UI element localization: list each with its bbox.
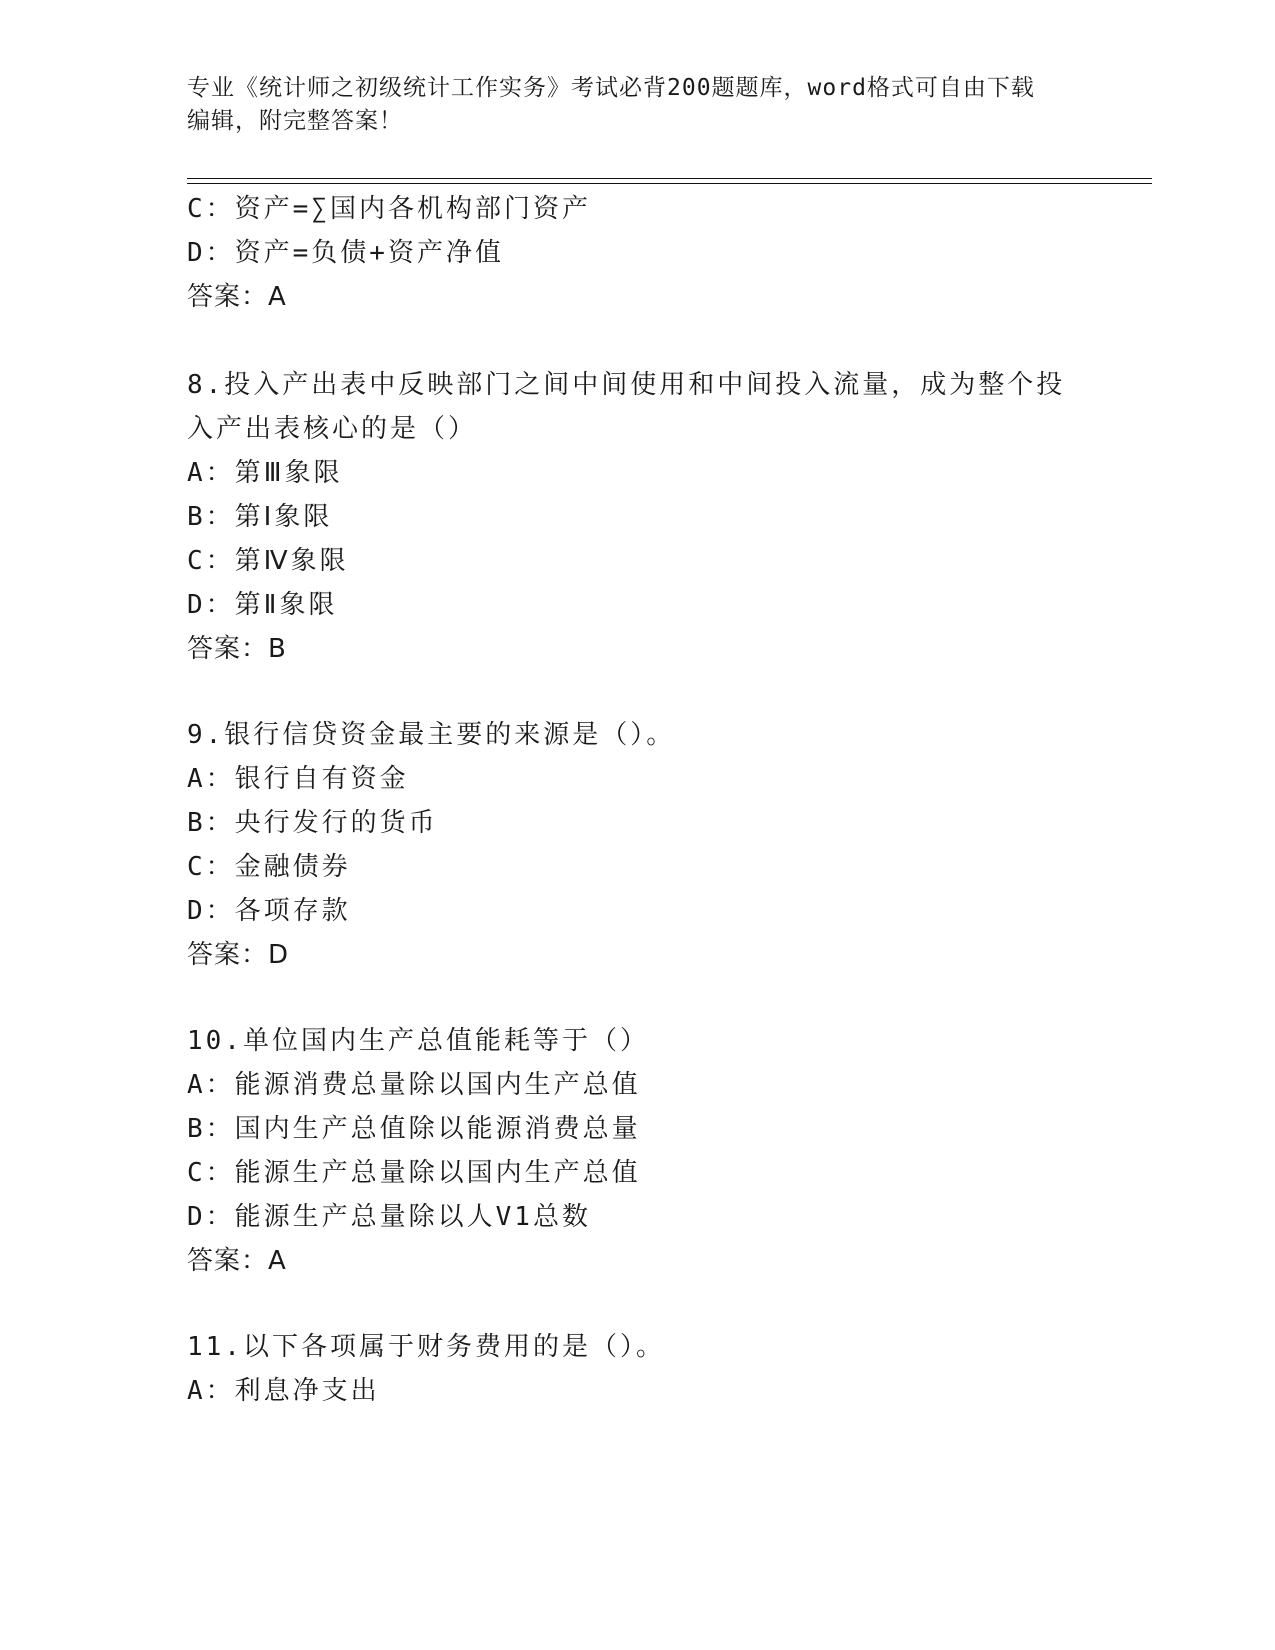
header-line-1: 专业《统计师之初级统计工作实务》考试必背200题题库，word格式可自由下载 [187,75,1035,101]
option-line: D：能源生产总量除以人V1总数 [187,1202,591,1232]
option-line: D：第Ⅱ象限 [187,590,338,620]
option-line: A：利息净支出 [187,1376,380,1406]
answer-line: 答案：D [187,940,290,970]
question-line: 8.投入产出表中反映部门之间中间使用和中间投入流量，成为整个投 [187,370,1066,400]
option-line: B：第Ⅰ象限 [187,502,333,532]
header-line-2: 编辑，附完整答案！ [187,108,403,134]
option-line: D：各项存款 [187,896,351,926]
option-line: C：第Ⅳ象限 [187,546,349,576]
option-line: A：银行自有资金 [187,764,409,794]
option-line: C：资产=∑国内各机构部门资产 [187,194,591,224]
option-line: C：能源生产总量除以国内生产总值 [187,1158,641,1188]
answer-line: 答案：A [187,1246,287,1276]
option-line: A：能源消费总量除以国内生产总值 [187,1070,641,1100]
option-line: B：国内生产总值除以能源消费总量 [187,1114,641,1144]
question-line: 入产出表核心的是（） [187,414,478,444]
header-divider-top [187,178,1152,179]
option-line: A：第Ⅲ象限 [187,458,343,488]
option-line: C：金融债券 [187,852,351,882]
header-divider-bottom [187,183,1152,184]
question-line: 10.单位国内生产总值能耗等于（） [187,1026,649,1056]
option-line: B：央行发行的货币 [187,808,438,838]
option-line: D：资产=负债+资产净值 [187,238,504,268]
answer-line: 答案：B [187,634,287,664]
question-line: 11.以下各项属于财务费用的是（）。 [187,1332,665,1362]
answer-line: 答案：A [187,282,287,312]
document-header [187,72,1087,138]
question-line: 9.银行信贷资金最主要的来源是（）。 [187,720,676,750]
